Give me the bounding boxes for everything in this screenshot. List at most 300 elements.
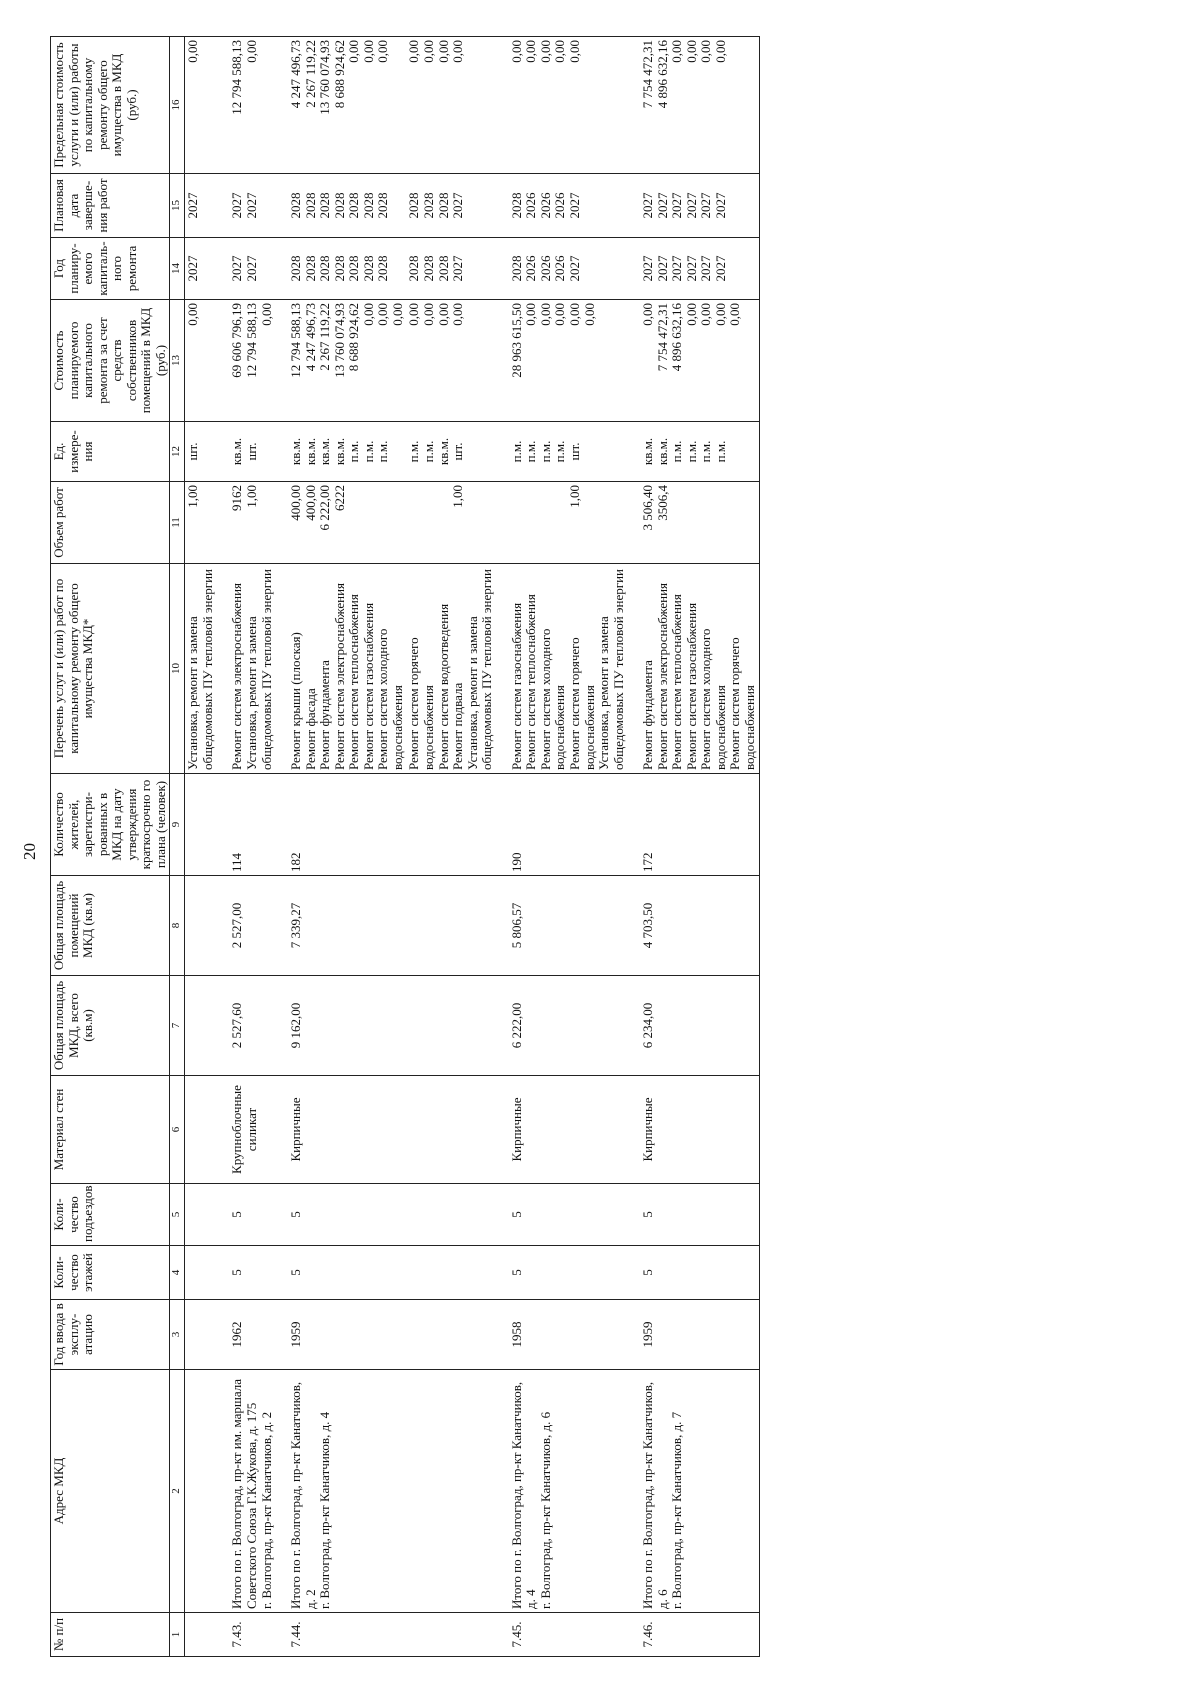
repair-year: 2028 [421,255,437,282]
repair-year-cell [406,238,495,300]
row-number: 7.45. [496,1613,627,1657]
address-cell [496,1370,627,1613]
limit-cost: 7 754 472,31 [640,40,656,109]
column-number: 3 [170,1300,185,1370]
completion-date: 2028 [421,192,437,219]
repair-year: 2028 [435,255,451,282]
work-volume-cell [185,482,217,564]
work-cost: 0,00 [435,303,451,326]
work-item: Ремонт фундамента [640,660,656,770]
limit-cost: 0,00 [552,40,568,63]
repair-year: 2028 [331,255,347,282]
area-rooms: 5 806,57 [496,876,627,976]
completion-date: 2028 [375,192,391,219]
row-number: 7.43. [216,1613,275,1657]
completion-date: 2026 [552,192,568,219]
work-cost: 0,00 [360,303,376,326]
completion-date: 2028 [508,192,524,219]
work-cost: 0,00 [406,303,422,326]
work-item: Установка, ремонт и замена общедомовых ПУ тепловой энергии [244,569,274,770]
limit-cost: 0,00 [435,40,451,63]
work-unit: кв.м. [288,437,304,466]
residents: 114 [216,774,275,876]
address: г. Волгоград, пр-кт Канатчиков, д. 7 [669,1411,685,1609]
work-volume [407,485,422,560]
area-rooms: 7 339,27 [275,876,406,976]
work-unit-cell [275,422,406,482]
work-cost: 8 688 924,62 [346,303,362,372]
completion-date: 2028 [302,192,318,219]
column-header: Предельная стоимость услуги и (или) работы по капитальному ремонту общего имущества в МКД (руб.) [51,37,170,174]
work-volume [422,485,437,560]
entrances [185,1184,217,1246]
work-cost: 7 754 472,31 [654,303,670,372]
work-unit: п.м. [552,440,568,463]
work-unit: шт. [244,442,260,461]
limit-cost: 4 247 496,73 [288,40,304,109]
work-cost: 0,00 [523,303,539,326]
work-cost: 0,00 [258,303,274,326]
year-built [185,1300,217,1370]
completion-date: 2027 [654,192,670,219]
total-cost: 69 606 796,19 [229,303,245,378]
floors: 5 [216,1246,275,1300]
work-cost: 0,00 [450,303,466,326]
cost-cell [406,300,495,422]
cost-cell [185,300,217,422]
row-number: 7.46. [627,1613,759,1657]
work-unit: п.м. [698,440,714,463]
repair-year: 2027 [698,255,714,282]
completion-date: 2027 [244,192,260,219]
work-item: Ремонт фундамента [317,660,333,770]
work-item: Ремонт систем газоснабжения [508,602,524,770]
column-header: Коли-чество этажей [51,1246,170,1300]
work-item: Ремонт систем горячего водоснабжения [727,637,757,770]
work-unit: п.м. [406,440,422,463]
column-header: Объем работ [51,482,170,564]
work-cost: 12 794 588,13 [244,303,260,378]
residents: 182 [275,774,406,876]
column-number: 5 [170,1184,185,1246]
limit-cost: 13 760 074,93 [317,40,333,115]
repair-year: 2028 [360,255,376,282]
entrances: 5 [627,1184,759,1246]
column-number: 13 [170,300,185,422]
repair-year-cell [185,238,217,300]
work-volume [553,485,568,560]
completion-date: 2027 [185,192,201,219]
work-cost: 2 267 119,22 [317,303,333,371]
repair-year: 2028 [317,255,333,282]
work-item: Ремонт подвала [450,682,466,770]
limit-cost: 0,00 [523,40,539,63]
repair-year: 2028 [346,255,362,282]
work-unit: шт. [566,442,582,461]
area-total: 2 527,60 [216,976,275,1076]
work-unit: кв.м. [302,437,318,466]
repair-year: 2028 [288,255,304,282]
repair-year: 2028 [508,255,524,282]
floors [185,1246,217,1300]
repair-year-cell [216,238,275,300]
work-volume [714,485,729,560]
column-number: 1 [170,1613,185,1657]
work-unit: кв.м. [331,437,347,466]
repair-year: 2027 [185,255,201,282]
work-item: Установка, ремонт и замена общедомовых ПУ тепловой энергии [596,569,626,770]
cost-cell [627,300,759,422]
wall-material: Кирпичные [496,1076,627,1184]
wall-material: Крупноблочные силикат [216,1076,275,1184]
work-unit: кв.м. [654,437,670,466]
column-number: 12 [170,422,185,482]
area-total: 6 234,00 [627,976,759,1076]
repair-year: 2027 [712,255,728,282]
work-unit: п.м. [508,440,524,463]
completion-date: 2028 [346,192,362,219]
work-item-cell [496,564,627,774]
work-unit: п.м. [683,440,699,463]
total-label: Итого по г. Волгоград, пр-кт Канатчиков, д. 2 [288,1381,318,1609]
column-number: 11 [170,482,185,564]
work-item: Ремонт систем газоснабжения [683,602,699,770]
column-number: 9 [170,774,185,876]
work-item: Ремонт систем электроснабжения [229,582,245,770]
work-volume-cell [406,482,495,564]
total-label: Итого по г. Волгоград, пр-кт Канатчиков, д. 4 [508,1381,539,1609]
year-built: 1959 [275,1300,406,1370]
work-unit-cell [496,422,627,482]
limit-cost: 0,00 [185,40,201,63]
address: г. Волгоград, пр-кт Канатчиков, д. 4 [317,1411,333,1609]
column-header: Материал стен [51,1076,170,1184]
year-built [406,1300,495,1370]
repair-year: 2028 [302,255,318,282]
column-header: Перечень услуг и (или) работ по капитальному ремонту общего имущества МКД* [51,564,170,774]
completion-date: 2028 [435,192,451,219]
column-header: Коли-чество подъездов [51,1184,170,1246]
work-unit-cell [627,422,759,482]
limit-cost: 0,00 [712,40,728,63]
column-header: Стоимость планируемого капитального ремонта за счет средств собственников помещений в МКД (руб.) [51,300,170,422]
work-item: Ремонт систем теплоснабжения [669,594,685,770]
residents [185,774,217,876]
work-item: Ремонт систем водоотведения [435,603,451,770]
limit-cost: 0,00 [406,40,422,63]
work-item-cell [627,564,759,774]
address-cell [406,1370,495,1613]
column-number: 7 [170,976,185,1076]
work-item-cell [185,564,217,774]
entrances: 5 [216,1184,275,1246]
rotated-table-sheet [50,37,1170,1657]
work-volume-cell [627,482,759,564]
work-cost: 0,00 [712,303,728,326]
work-item-cell [216,564,275,774]
work-volume-cell [216,482,275,564]
completion-date: 2028 [406,192,422,219]
column-header: Год планиру-емого капиталь-ного ремонта [51,238,170,300]
column-header: Год ввода в эксплу-атацию [51,1300,170,1370]
work-cost: 0,00 [552,303,568,326]
work-cost: 0,00 [566,303,582,326]
completion-date: 2026 [523,192,539,219]
work-volume: 6 222,00 [317,485,333,531]
work-unit: шт. [450,442,466,461]
work-volume [376,485,391,560]
column-number: 16 [170,37,185,174]
work-cost: 0,00 [581,303,597,326]
residents: 190 [496,774,627,876]
floors: 5 [275,1246,406,1300]
entrances: 5 [496,1184,627,1246]
repair-year: 2027 [229,255,245,282]
table-row [627,37,759,1657]
work-item: Ремонт систем холодного водоснабжения [537,628,568,770]
capital-repair-table [50,36,760,1657]
year-built: 1958 [496,1300,627,1370]
work-item-cell [275,564,406,774]
limit-cost-cell [496,37,627,174]
total-cost: 12 794 588,13 [288,303,304,378]
work-volume [699,485,714,560]
work-item: Ремонт систем горячего водоснабжения [566,637,597,770]
total-label: Итого по г. Волгоград, пр-кт им. маршала Советского Союза Г.К.Жукова, д. 175 [229,1378,260,1609]
completion-date: 2026 [537,192,553,219]
area-rooms: 4 703,50 [627,876,759,976]
work-cost: 0,00 [727,303,743,326]
year-built: 1959 [627,1300,759,1370]
limit-cost: 0,00 [683,40,699,63]
row-number [406,1613,495,1657]
repair-year: 2027 [450,255,466,282]
total-cost: 0,00 [640,303,656,326]
limit-cost: 0,00 [537,40,553,63]
work-cost: 4 247 496,73 [302,303,318,372]
work-item: Установка, ремонт и замена общедомовых ПУ тепловой энергии [185,569,215,770]
work-unit-cell [185,422,217,482]
work-unit: шт. [185,442,201,461]
column-number: 15 [170,174,185,238]
work-cost: 0,00 [683,303,699,326]
repair-year-cell [627,238,759,300]
column-header: Ед. измере-ния [51,422,170,482]
work-volume: 1,00 [566,485,582,508]
column-number: 4 [170,1246,185,1300]
work-unit: п.м. [421,440,437,463]
address-cell [216,1370,275,1613]
limit-cost: 12 794 588,13 [229,40,245,115]
work-item: Ремонт систем газоснабжения [360,602,376,770]
completion-date-cell [627,174,759,238]
table-body [185,37,759,1657]
repair-year-cell [496,238,627,300]
column-number: 2 [170,1370,185,1613]
total-label: Итого по г. Волгоград, пр-кт Канатчиков, д. 6 [640,1381,670,1609]
table-row [406,37,495,1657]
repair-year: 2026 [552,255,568,282]
work-volume: 1,00 [244,485,260,508]
limit-cost: 0,00 [375,40,391,63]
limit-cost-cell [275,37,406,174]
work-volume: 3506,4 [654,485,670,521]
column-header: Общая площадь помещений МКД (кв.м) [51,876,170,976]
completion-date: 2027 [669,192,685,219]
area-total [185,976,217,1076]
column-header: Общая площадь МКД, всего (кв.м) [51,976,170,1076]
work-unit: п.м. [712,440,728,463]
floors [406,1246,495,1300]
wall-material [185,1076,217,1184]
floors: 5 [627,1246,759,1300]
work-cost: 0,00 [375,303,391,326]
completion-date: 2028 [317,192,333,219]
repair-year: 2027 [640,255,656,282]
limit-cost: 0,00 [566,40,582,63]
work-volume: 1,00 [450,485,466,508]
work-item: Ремонт систем теплоснабжения [346,594,362,770]
limit-cost: 0,00 [698,40,714,63]
work-volume [347,485,362,560]
work-cost: 0,00 [421,303,437,326]
column-number: 6 [170,1076,185,1184]
work-volume [437,485,452,560]
work-unit: кв.м. [435,437,451,466]
cost-cell [275,300,406,422]
work-volume [510,485,525,560]
column-number: 14 [170,238,185,300]
column-number-row [170,37,185,1657]
address: г. Волгоград, пр-кт Канатчиков, д. 2 [258,1411,274,1609]
work-unit: п.м. [669,440,685,463]
limit-cost: 0,00 [346,40,362,63]
work-cost: 0,00 [537,303,553,326]
area-rooms [185,876,217,976]
column-header: № п/п [51,1613,170,1657]
work-unit: кв.м. [317,437,333,466]
limit-cost: 0,00 [508,40,524,63]
limit-cost: 8 688 924,62 [331,40,347,109]
year-built: 1962 [216,1300,275,1370]
total-cost: 28 963 615,50 [508,303,524,378]
limit-cost: 2 267 119,22 [302,40,318,108]
work-volume [685,485,700,560]
work-volume [670,485,685,560]
work-volume: 400,00 [302,485,318,521]
completion-date: 2028 [360,192,376,219]
repair-year: 2028 [375,255,391,282]
work-unit: п.м. [375,440,391,463]
work-unit: п.м. [346,440,362,463]
limit-cost: 0,00 [244,40,260,63]
work-item: Ремонт систем теплоснабжения [523,594,539,770]
row-number [185,1613,217,1657]
completion-date-cell [275,174,406,238]
work-unit: п.м. [523,440,539,463]
completion-date-cell [216,174,275,238]
work-cost: 0,00 [698,303,714,326]
limit-cost: 0,00 [360,40,376,63]
work-item: Ремонт систем электроснабжения [654,582,670,770]
limit-cost: 0,00 [669,40,685,63]
area-total: 6 222,00 [496,976,627,1076]
work-unit: п.м. [537,440,553,463]
work-volume: 1,00 [185,485,201,508]
cost-cell [496,300,627,422]
completion-date: 2028 [331,192,347,219]
completion-date: 2027 [450,192,466,219]
completion-date: 2028 [288,192,304,219]
completion-date-cell [406,174,495,238]
work-item: Установка, ремонт и замена общедомовых ПУ тепловой энергии [464,569,495,770]
work-item: Ремонт систем холодного водоснабжения [375,628,405,770]
wall-material: Кирпичные [627,1076,759,1184]
work-volume-cell [275,482,406,564]
repair-year-cell [275,238,406,300]
table-row [496,37,627,1657]
column-number: 10 [170,564,185,774]
table-row [185,37,217,1657]
work-unit-cell [216,422,275,482]
completion-date: 2027 [229,192,245,219]
repair-year: 2028 [406,255,422,282]
header-row [51,37,170,1657]
completion-date: 2027 [698,192,714,219]
repair-year: 2026 [537,255,553,282]
limit-cost: 0,00 [421,40,437,63]
work-item: Ремонт систем электроснабжения [331,582,347,770]
column-header: Количество жителей, зарегистри-рованных в МКД на дату утверждения краткосрочно го плана (человек) [51,774,170,876]
completion-date: 2027 [683,192,699,219]
table-row [275,37,406,1657]
work-volume: 9162 [229,485,245,511]
residents: 172 [627,774,759,876]
work-unit: п.м. [360,440,376,463]
limit-cost-cell [185,37,217,174]
floors: 5 [496,1246,627,1300]
work-item: Ремонт крыши (плоская) [288,632,304,770]
repair-year: 2026 [523,255,539,282]
limit-cost-cell [406,37,495,174]
work-cost: 0,00 [389,303,405,326]
work-volume: 400,00 [288,485,304,521]
completion-date: 2027 [712,192,728,219]
work-cost: 13 760 074,93 [331,303,347,378]
limit-cost-cell [216,37,275,174]
area-rooms [406,876,495,976]
work-item: Ремонт систем горячего водоснабжения [406,637,437,770]
work-volume: 3 506,40 [640,485,656,531]
column-number: 8 [170,876,185,976]
repair-year: 2027 [669,255,685,282]
page-number: 20 [20,843,39,860]
entrances: 5 [275,1184,406,1246]
entrances [406,1184,495,1246]
limit-cost: 4 896 632,16 [654,40,670,109]
limit-cost: 0,00 [450,40,466,63]
row-number: 7.44. [275,1613,406,1657]
repair-year: 2027 [654,255,670,282]
work-volume [362,485,377,560]
completion-date: 2027 [640,192,656,219]
address-cell [185,1370,217,1613]
work-item: Ремонт систем холодного водоснабжения [698,628,728,770]
wall-material: Кирпичные [275,1076,406,1184]
work-volume: 6222 [331,485,347,511]
work-unit-cell [406,422,495,482]
address-cell [275,1370,406,1613]
